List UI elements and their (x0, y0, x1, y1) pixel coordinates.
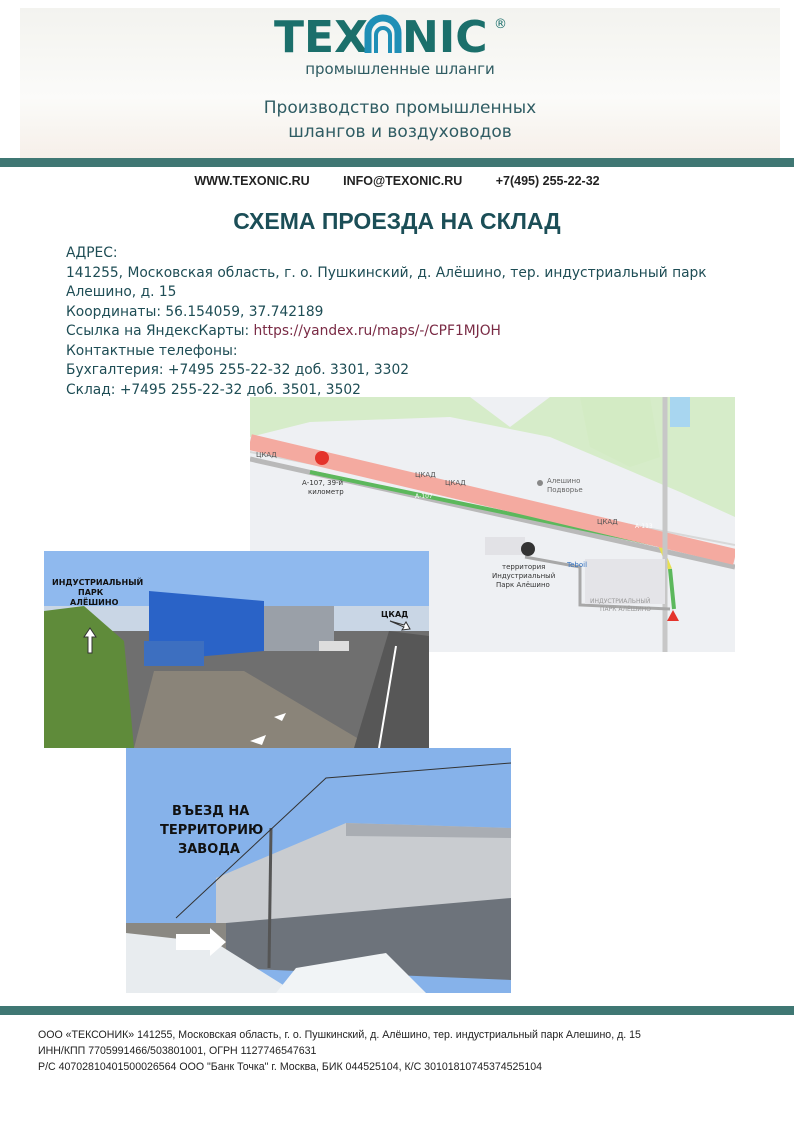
km-marker-label-1: А-107, 39-й (302, 479, 344, 487)
park-area-label-1: ИНДУСТРИАЛЬНЫЙ (590, 598, 651, 605)
road-label-a107: А-107 (415, 493, 433, 500)
road-label-ckad-2: ЦКАД (415, 471, 436, 479)
plant-label-1: ВЪЕЗД НА (172, 804, 250, 819)
road-label-ckad-4: ЦКАД (597, 518, 618, 526)
street-label-3: АЛЁШИНО (70, 598, 119, 607)
yandex-link[interactable]: https://yandex.ru/maps/-/CPF1MJOH (253, 323, 501, 339)
footer-requisites (38, 1027, 778, 1075)
village-label-2: Подворье (547, 486, 583, 494)
footer-line2: ИНН/КПП 7705991466/503801001, ОГРН 1127746547631 (38, 1045, 317, 1057)
road-label-ckad-3: ЦКАД (445, 479, 466, 487)
contact-bar (0, 174, 794, 188)
brand-subtitle: промышленные шланги (305, 60, 495, 78)
road-label-a113: А-113 (635, 523, 653, 530)
company-logo (272, 8, 512, 58)
address-line1: 141255, Московская область, г. о. Пушкинский, д. Алёшино, тер. индустриальный парк (66, 264, 707, 281)
plant-label-2: ТЕРРИТОРИЮ (160, 823, 264, 838)
footer-line1: ООО «ТЕКСОНИК» 141255, Московская область, г. о. Пушкинский, д. Алёшино, тер. индустриальный парк Алешино, д. 15 (38, 1029, 641, 1041)
logo-text-right: NIC (402, 12, 488, 58)
address-block (66, 244, 766, 400)
phones-label: Контактные телефоны: (66, 342, 238, 359)
park-area-label-2: ПАРК АЛЁШИНО (600, 606, 651, 613)
tagline-line2: шлангов и воздуховодов (288, 122, 512, 142)
address-label: АДРЕС: (66, 245, 118, 261)
header-divider-band (0, 158, 794, 167)
coords-label: Координаты: (66, 303, 161, 320)
website-link[interactable]: WWW.TEXONIC.RU (194, 174, 310, 188)
email-link[interactable]: INFO@TEXONIC.RU (343, 174, 463, 188)
page-title: СХЕМА ПРОЕЗДА НА СКЛАД (233, 208, 561, 234)
park-label-2: Индустриальный (492, 572, 556, 580)
km-marker-label-2: километр (308, 488, 344, 496)
tagline-line1: Производство промышленных (263, 98, 537, 118)
coordinates-row (66, 303, 766, 323)
accounting-phone: Бухгалтерия: +7495 255-22-32 доб. 3301, 3302 (66, 362, 410, 378)
plant-label-3: ЗАВОДА (178, 842, 240, 857)
street-photo (44, 551, 429, 748)
coords-value: 56.154059, 37.742189 (165, 303, 324, 320)
tagline (200, 96, 600, 144)
phone-number: +7(495) 255-22-32 (495, 174, 600, 188)
ckad-label: ЦКАД (381, 610, 409, 619)
plant-entrance-photo (126, 748, 511, 993)
address-line2: Алешино, д. 15 (66, 284, 177, 300)
village-icon (537, 480, 543, 486)
village-label-1: Алешино (547, 477, 581, 485)
yandex-label: Ссылка на ЯндексКарты: (66, 323, 250, 339)
km-marker-icon (315, 451, 329, 465)
warehouse-phone: Склад: +7495 255-22-32 доб. 3501, 3502 (66, 381, 361, 398)
logo-text-left: TEX (274, 12, 368, 58)
park-label-1: территория (502, 563, 546, 571)
registered-mark: ® (494, 17, 507, 32)
footer-line3: Р/С 40702810401500026564 ООО "Банк Точка" г. Москва, БИК 044525104, К/С 30101810745374525104 (38, 1061, 543, 1073)
teboil-label: Teboil (567, 561, 588, 569)
road-label-ckad-1: ЦКАД (256, 451, 277, 459)
park-marker-icon (521, 542, 535, 556)
yandex-row (66, 322, 766, 342)
park-label-3: Парк Алёшино (496, 581, 550, 589)
logo-arch-icon (368, 18, 398, 53)
water-area (670, 397, 690, 427)
street-label-1: ИНДУСТРИАЛЬНЫЙ (52, 578, 144, 587)
footer-divider-band (0, 1006, 794, 1015)
street-label-2: ПАРК (78, 588, 104, 597)
